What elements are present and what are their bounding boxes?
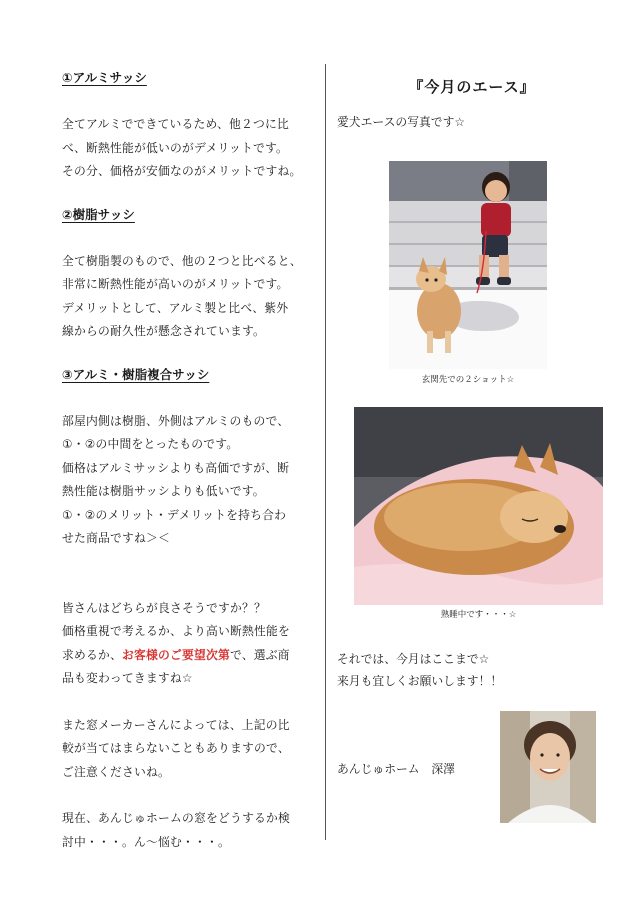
ace-title: 『今月のエース』: [408, 78, 536, 96]
photo1-caption: 玄関先での２ショット☆: [421, 375, 515, 385]
section-composite-line-2: ①・②の中間をとったものです。: [62, 437, 239, 451]
section-aluminum-line-2: べ、断熱性能が低いのがデメリットです。: [62, 140, 289, 155]
section-heading-aluminum: ①アルミサッシ: [62, 70, 147, 85]
section-aluminum-line-1: 全てアルミでできているため、他２つに比: [62, 117, 289, 131]
section-resin-line-3: デメリットとして、アルミ製と比べ、紫外: [62, 300, 289, 315]
section-resin-line-2: 非常に断熱性能が高いのがメリットです。: [62, 277, 289, 291]
section-composite-line-3: 価格はアルミサッシよりも高価ですが、断: [62, 460, 290, 475]
question-line-3-end: で、選ぶ商: [229, 647, 290, 662]
note-line-2: 較が当てはまらないこともありますので、: [62, 741, 290, 755]
section-heading-resin: ②樹脂サッシ: [62, 206, 135, 222]
question-line-1: 皆さんはどちらが良さそうですか？？: [62, 600, 266, 615]
section-composite-line-1: 部屋内側は樹脂、外側はアルミのもので、: [62, 413, 290, 428]
section-composite-line-6: せた商品ですね＞＜: [62, 531, 170, 545]
sleeping-dog-illustration: [354, 407, 603, 605]
ending-line-1: 現在、あんじゅホームの窓をどうするか検: [62, 811, 290, 825]
question-line-2: 価格重視で考えるか、より高い断熱性能を: [62, 624, 290, 638]
section-composite-line-4: 熱性能は樹脂サッシよりも低いです。: [62, 484, 265, 498]
section-resin-line-1: 全て樹脂製のもので、他の２つと比べると、: [62, 253, 302, 268]
portrait-illustration: [500, 711, 596, 823]
right-column: [337, 64, 607, 133]
note-line-3: ご注意くださいね。: [62, 764, 170, 779]
closing-line-2: 来月も宜しくお願いします！！: [337, 674, 503, 688]
closing-line-1: それでは、今月はここまで☆: [337, 652, 490, 666]
question-line-3-start: 求めるか、: [62, 647, 122, 662]
photo2-caption: 熟睡中です・・・☆: [440, 610, 517, 620]
note-line-1: また窓メーカーさんによっては、上記の比: [62, 717, 290, 732]
section-resin-line-4: 線からの耐久性が懸念されています。: [62, 324, 266, 338]
highlight-customer-request: お客様のご要望次第: [122, 647, 230, 662]
left-column: [62, 64, 320, 854]
section-composite-line-5: ①・②のメリット・デメリットを持ち合わ: [62, 507, 287, 522]
boy-and-dog-illustration: [389, 161, 547, 369]
section-heading-composite: ③アルミ・樹脂複合サッシ: [62, 366, 210, 382]
ace-intro: 愛犬エースの写真です☆: [337, 115, 465, 129]
photo-sleeping-dog: [354, 407, 603, 605]
photo-boy-with-dog: [389, 161, 547, 369]
ending-line-2: 討中・・・。ん～悩む・・・。: [62, 834, 230, 849]
question-line-4: 品も変わってきますね☆: [62, 671, 193, 685]
section-aluminum-line-3: その分、価格が安価なのがメリットですね。: [62, 164, 302, 178]
question-line-3: [62, 644, 320, 668]
portrait-photo: [500, 711, 596, 823]
signature: あんじゅホーム 深澤: [337, 762, 455, 776]
column-divider: [325, 64, 326, 840]
